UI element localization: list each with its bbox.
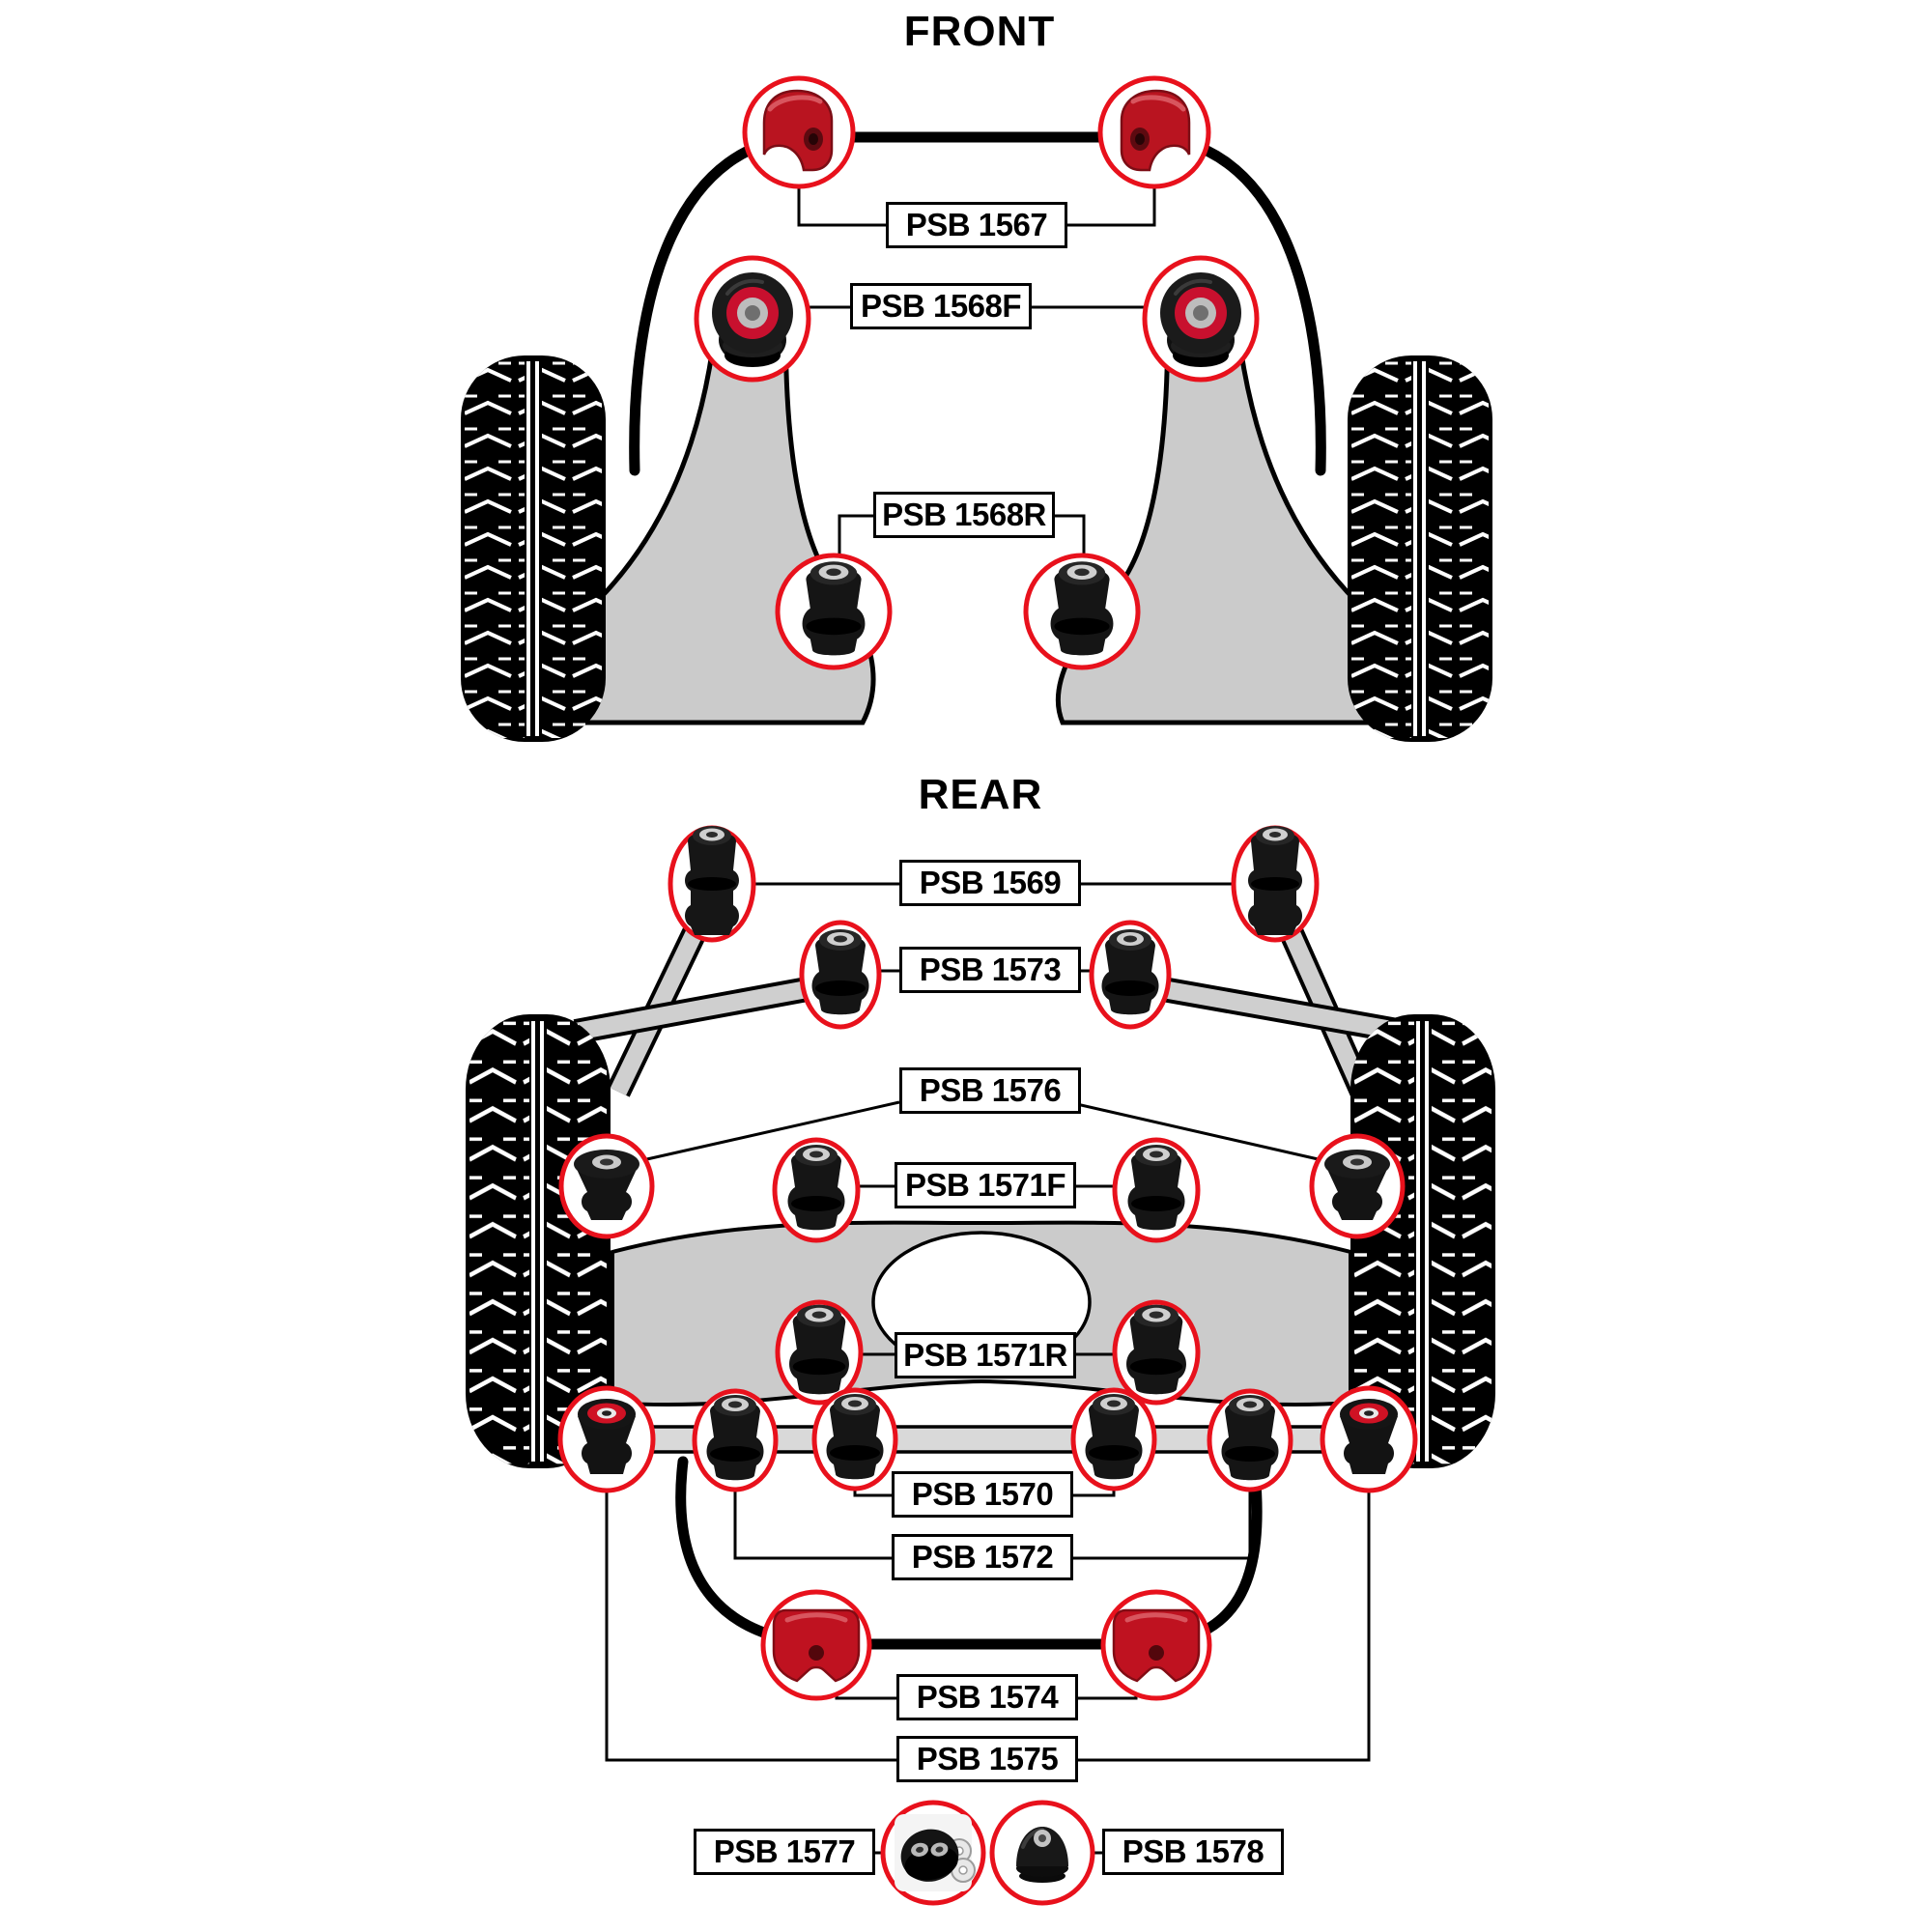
axle-outer-bushing-icon <box>1340 1399 1398 1474</box>
rear-arb-bushing-left <box>763 1592 869 1698</box>
axle-mid-bushing-icon <box>707 1395 764 1480</box>
rear-lower-arm-rear-bushing-left <box>778 1302 861 1403</box>
trailing-arm-bushing-icon <box>1248 826 1302 935</box>
wishbone-front-bushing-icon <box>1160 272 1241 367</box>
front-arb-bushing-right <box>1100 78 1208 186</box>
label-psb-1568f: PSB 1568F <box>850 283 1032 329</box>
rear-axle-inner-bushing-left <box>814 1390 895 1489</box>
lower-arm-rear-bushing-icon <box>789 1305 849 1395</box>
label-psb-1577: PSB 1577 <box>694 1829 875 1875</box>
rear-upper-arm-bushing-right <box>1092 923 1169 1027</box>
wishbone-front-bushing-icon <box>712 272 793 367</box>
front-arb-bushing-left <box>745 78 853 186</box>
front-arm-rear-bushing-right <box>1026 555 1138 668</box>
rear-axle-outer-bushing-right <box>1322 1388 1415 1491</box>
rear-axle-mid-bushing-left <box>695 1391 776 1490</box>
label-psb-1573: PSB 1573 <box>899 947 1081 993</box>
lower-arm-front-bushing-icon <box>1128 1145 1185 1230</box>
label-psb-1572: PSB 1572 <box>892 1534 1073 1580</box>
label-psb-1569: PSB 1569 <box>899 860 1081 906</box>
lower-arm-rear-bushing-icon <box>1126 1305 1186 1395</box>
axle-inner-bushing-icon <box>827 1394 884 1479</box>
label-psb-1578: PSB 1578 <box>1102 1829 1284 1875</box>
rear-lower-arm-front-bushing-right <box>1115 1140 1198 1240</box>
rear-arb-bushing-right <box>1103 1592 1209 1698</box>
rear-axle-mid-bushing-right <box>1209 1391 1291 1490</box>
rear-axle-outer-bushing-left <box>560 1388 653 1491</box>
front-arm-rear-bushing-left <box>778 555 890 668</box>
trailing-arm-bushing-icon <box>685 826 739 935</box>
wishbone-rear-bushing-icon <box>1051 561 1114 655</box>
top-mount-kit-part <box>883 1803 983 1903</box>
label-psb-1571r: PSB 1571R <box>895 1332 1076 1378</box>
top-mount-kit-icon <box>895 1814 975 1891</box>
label-psb-1576: PSB 1576 <box>899 1067 1081 1114</box>
rear-trailing-arm-bushing-right <box>1234 826 1317 940</box>
rear-lower-arm-front-bushing-left <box>775 1140 858 1240</box>
wishbone-rear-bushing-icon <box>803 561 866 655</box>
label-psb-1570: PSB 1570 <box>892 1471 1073 1518</box>
axle-mid-bushing-icon <box>1222 1395 1279 1480</box>
axle-outer-bushing-icon <box>578 1399 636 1474</box>
upper-arm-bushing-icon <box>812 929 869 1014</box>
label-psb-1575: PSB 1575 <box>896 1736 1078 1782</box>
rear-hub-bushing-left <box>561 1136 652 1236</box>
rear-trailing-arm-bushing-left <box>670 826 753 940</box>
front-arm-front-bushing-right <box>1145 258 1257 380</box>
label-psb-1567: PSB 1567 <box>886 202 1067 248</box>
front-arm-front-bushing-left <box>696 258 809 380</box>
upper-arm-bushing-icon <box>1102 929 1159 1014</box>
front-section-title: FRONT <box>903 8 1056 55</box>
label-psb-1568r: PSB 1568R <box>873 492 1055 538</box>
rear-axle-inner-bushing-right <box>1073 1390 1154 1489</box>
rear-upper-arm-bushing-left <box>802 923 879 1027</box>
front-tire-right <box>1348 355 1492 742</box>
rear-section-title: REAR <box>918 771 1043 818</box>
axle-inner-bushing-icon <box>1086 1394 1143 1479</box>
rear-lower-arm-rear-bushing-right <box>1115 1302 1198 1403</box>
rear-hub-bushing-right <box>1312 1136 1403 1236</box>
top-mount-part <box>992 1803 1093 1903</box>
front-tire-left <box>461 355 606 742</box>
label-psb-1574: PSB 1574 <box>896 1674 1078 1720</box>
label-psb-1571f: PSB 1571F <box>895 1162 1076 1208</box>
lower-arm-front-bushing-icon <box>788 1145 845 1230</box>
